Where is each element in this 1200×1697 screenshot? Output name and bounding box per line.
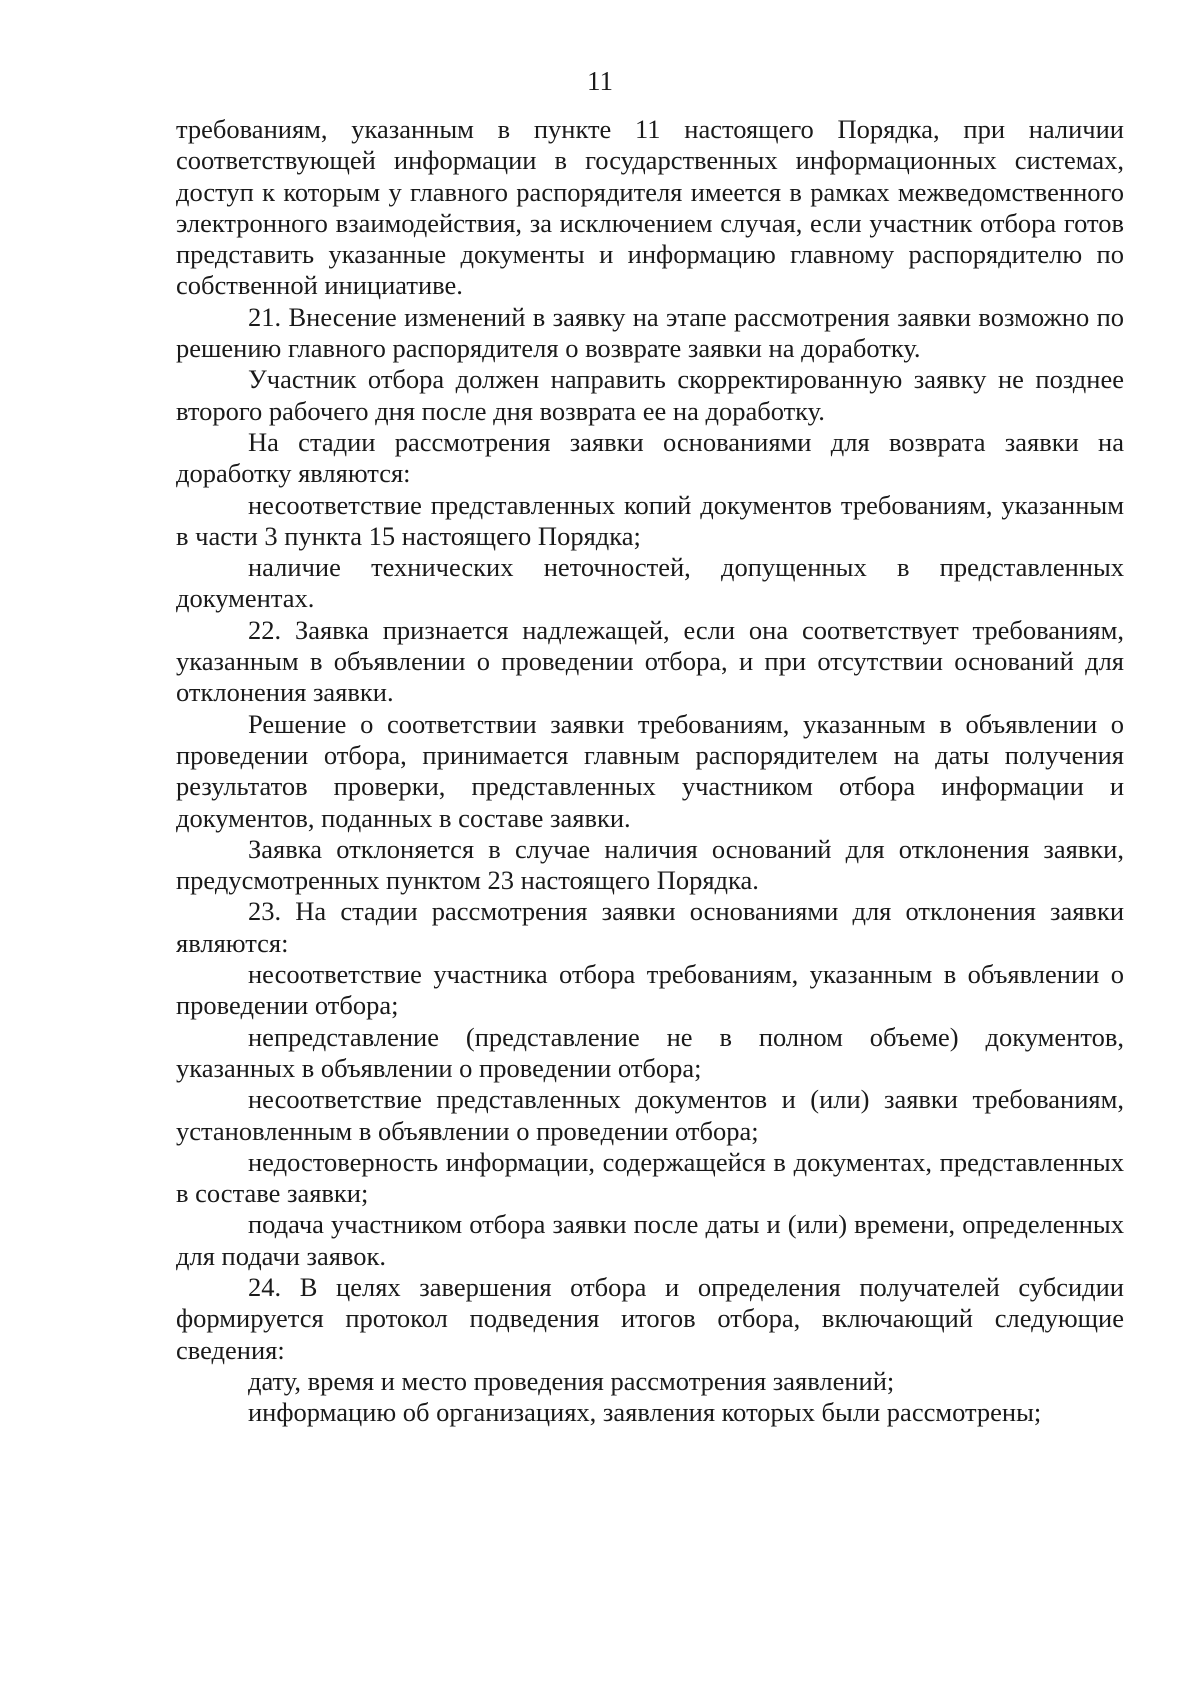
paragraph-item-24: 24. В целях завершения отбора и определения получателей субсидии формируется протокол подведения итогов отбора, включающий следующие сведения:	[176, 1271, 1124, 1365]
paragraph-item-22: 22. Заявка признается надлежащей, если она соответствует требованиям, указанным в объявлении о проведении отбора, и при отсутствии оснований для отклонения заявки.	[176, 614, 1124, 708]
paragraph: На стадии рассмотрения заявки основаниями для возврата заявки на доработку являются:	[176, 426, 1124, 489]
paragraph-list-item: подача участником отбора заявки после даты и (или) времени, определенных для подачи заявок.	[176, 1209, 1124, 1271]
paragraph-list-item: несоответствие участника отбора требованиям, указанным в объявлении о проведении отбора;	[176, 959, 1124, 1021]
paragraph-continuation: требованиям, указанным в пункте 11 настоящего Порядка, при наличии соответствующей информации в государственных информационных системах, доступ к которым у главного распорядителя имеется в рамках межведомственного электронного взаимодействия, за исключением случая, если участник отбора готов представить указанные документы и информацию главному распорядителю по собственной инициативе.	[176, 114, 1124, 301]
paragraph-item-23: 23. На стадии рассмотрения заявки основаниями для отклонения заявки являются:	[176, 896, 1124, 958]
paragraph-list-item: непредставление (представление не в полном объеме) документов, указанных в объявлении о проведении отбора;	[176, 1021, 1124, 1083]
paragraph-list-item: информацию об организациях, заявления которых были рассмотрены;	[248, 1397, 1042, 1428]
paragraph-list-item: недостоверность информации, содержащейся в документах, представленных в составе заявки;	[176, 1146, 1124, 1209]
document-body	[176, 114, 1124, 1428]
paragraph-item-21: 21. Внесение изменений в заявку на этапе рассмотрения заявки возможно по решению главного распорядителя о возврате заявки на доработку.	[176, 301, 1124, 364]
paragraph-list-item: несоответствие представленных документов и (или) заявки требованиям, установленным в объявлении о проведении отбора;	[176, 1084, 1124, 1146]
paragraph-list-item: наличие технических неточностей, допущенных в представленных документах.	[176, 552, 1124, 614]
paragraph-list-item: дату, время и место проведения рассмотрения заявлений;	[248, 1365, 895, 1396]
paragraph-list-item: несоответствие представленных копий документов требованиям, указанным в части 3 пункта 15 настоящего Порядка;	[176, 489, 1124, 551]
page-number: 11	[587, 66, 613, 96]
paragraph: Решение о соответствии заявки требованиям, указанным в объявлении о проведении отбора, принимается главным распорядителем на даты получения результатов проверки, представленных участником отбора информации и документов, поданных в составе заявки.	[176, 708, 1124, 833]
paragraph: Заявка отклоняется в случае наличия оснований для отклонения заявки, предусмотренных пунктом 23 настоящего Порядка.	[176, 833, 1124, 896]
paragraph: Участник отбора должен направить скорректированную заявку не позднее второго рабочего дня после дня возврата ее на доработку.	[176, 364, 1124, 426]
